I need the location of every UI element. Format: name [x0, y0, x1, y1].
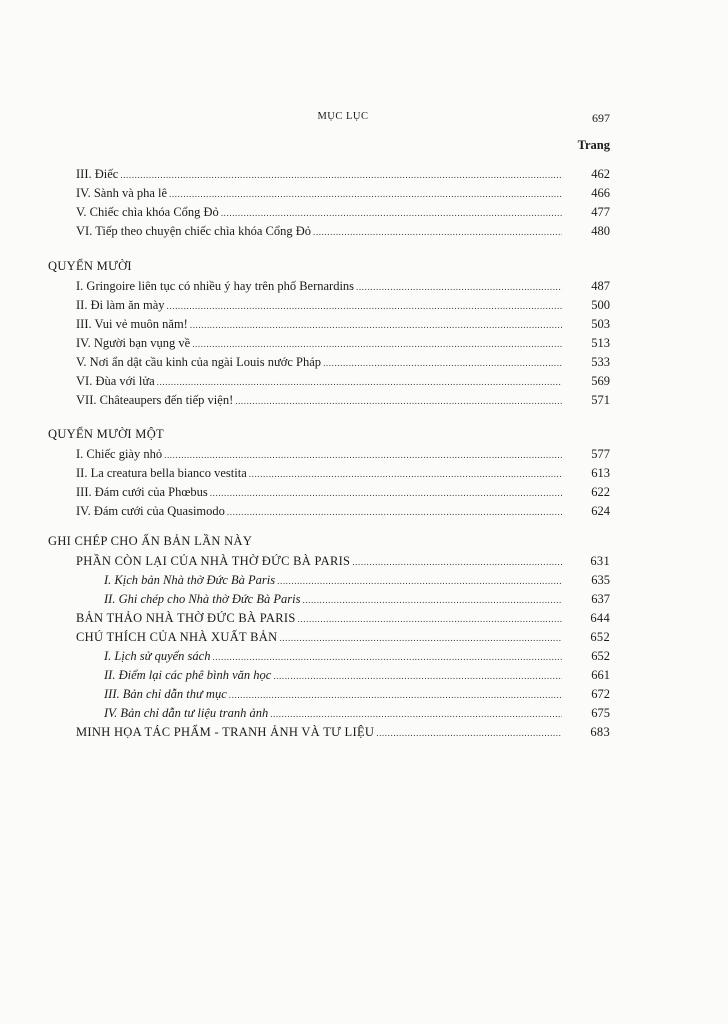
toc-entry: MINH HỌA TÁC PHẨM - TRANH ẢNH VÀ TƯ LIỆU ..... 683	[76, 721, 610, 739]
toc-page: 635	[591, 573, 610, 587]
toc-entry: III. Bản chỉ dẫn thư mục ..... 672	[104, 683, 610, 701]
toc-page: 466	[591, 186, 610, 200]
toc-entry: IV. Bản chỉ dẫn tư liệu tranh ảnh ..... 675	[104, 702, 610, 720]
toc-page: 577	[591, 447, 610, 461]
toc-entry: I. Lịch sử quyển sách ..... 652	[104, 645, 610, 663]
toc-page: 613	[591, 466, 610, 480]
toc-page: 487	[591, 279, 610, 293]
toc-page: 622	[591, 485, 610, 499]
toc-entry: III. Điếc ..... 462	[76, 163, 610, 181]
toc-page: 500	[591, 298, 610, 312]
toc-page: 661	[591, 668, 610, 682]
toc-page: 513	[591, 336, 610, 350]
toc-entry: IV. Sành và pha lê ..... 466	[76, 182, 610, 200]
toc-entry: V. Chiếc chìa khóa Cổng Đỏ ..... 477	[76, 201, 610, 219]
toc-page: 675	[591, 706, 610, 720]
toc-entry: III. Vui vẻ muôn năm! ..... 503	[76, 313, 610, 331]
section-heading-book10: QUYỂN MƯỜI	[48, 259, 132, 273]
toc-page: 480	[591, 224, 610, 238]
toc-entry: V. Nơi ẩn dật cầu kinh của ngài Louis nước Pháp ..... 533	[76, 351, 610, 369]
toc-entry: II. Đi làm ăn mày ..... 500	[76, 294, 610, 312]
toc-entry: II. Điểm lại các phê bình văn học ..... 661	[104, 664, 610, 682]
toc-entry: II. La creatura bella bianco vestita ..... 613	[76, 462, 610, 480]
section-heading-book11: QUYỂN MƯỜI MỘT	[48, 427, 164, 441]
toc-entry: I. Gringoire liên tục có nhiều ý hay trên phố Bernardins ..... 487	[76, 275, 610, 293]
toc-page: 637	[591, 592, 610, 606]
running-header	[76, 111, 610, 127]
toc-entry: CHÚ THÍCH CỦA NHÀ XUẤT BẢN ..... 652	[76, 626, 610, 644]
toc-page: 683	[590, 725, 610, 739]
toc-page: 631	[590, 554, 610, 568]
toc-entry: II. Ghi chép cho Nhà thờ Đức Bà Paris ..... 637	[104, 588, 610, 606]
toc-page: 571	[591, 393, 610, 407]
toc-entry: VII. Châteaupers đến tiếp viện! ..... 571	[76, 389, 610, 407]
section-heading-notes: GHI CHÉP CHO ẤN BẢN LẦN NÀY	[48, 534, 253, 548]
toc-page: 569	[591, 374, 610, 388]
toc-page: 624	[591, 504, 610, 518]
toc-entry: I. Kịch bản Nhà thờ Đức Bà Paris ..... 635	[104, 569, 610, 587]
toc-page: 503	[591, 317, 610, 331]
toc-entry: IV. Đám cưới của Quasimodo ..... 624	[76, 500, 610, 518]
toc-entry: I. Chiếc giày nhỏ ..... 577	[76, 443, 610, 461]
toc-page: 462	[591, 167, 610, 181]
toc-entry: IV. Người bạn vụng về ..... 513	[76, 332, 610, 350]
header-title: MỤC LỤC	[317, 111, 369, 122]
toc-entry: BẢN THẢO NHÀ THỜ ĐỨC BÀ PARIS ..... 644	[76, 607, 610, 625]
toc-page: 652	[591, 649, 610, 663]
toc-entry: VI. Tiếp theo chuyện chiếc chìa khóa Cổng Đỏ ..... 480	[76, 220, 610, 238]
toc-page: 533	[591, 355, 610, 369]
toc-page: 652	[590, 630, 610, 644]
page-column-header: Trang	[577, 138, 610, 152]
toc-entry: III. Đám cưới của Phœbus ..... 622	[76, 481, 610, 499]
toc-page: 644	[590, 611, 610, 625]
toc-page: 672	[591, 687, 610, 701]
toc-entry: VI. Đùa với lửa ..... 569	[76, 370, 610, 388]
toc-page: 477	[591, 205, 610, 219]
toc-entry: PHẦN CÒN LẠI CỦA NHÀ THỜ ĐỨC BÀ PARIS ..... 631	[76, 550, 610, 568]
header-page-number: 697	[592, 111, 610, 125]
